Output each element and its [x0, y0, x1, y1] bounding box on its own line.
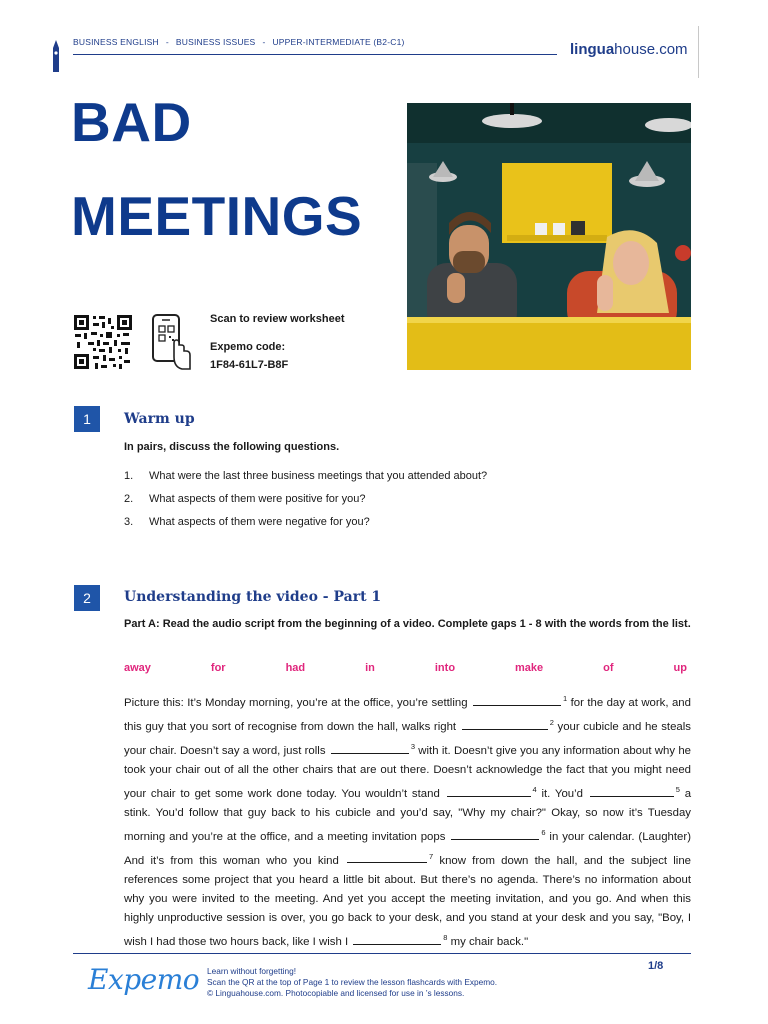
- audio-script-passage: Picture this: It’s Monday morning, you’re at the office, you’re settling $^1$ for the day at work, and this guy that you sort of recognise from down the hall, walks right $^2$ your cubicle and he steals your chair. Doesn’t say a word, just rolls $^3$ with it. Doesn’t give you any information about why he took your chair out of all the other chairs that are out there. Doesn’t acknowledge the fact that you might need your chair to get some work done today. You wouldn’t stand $^4$ it. You’d $^5$ a stink. You’d follow that guy back to his cubicle and you’d say, "Why my chair?" Okay, so now it’s Tuesday morning and you’re at the office, and a meeting invitation pops $^6$ in your calendar. (Laughter) And it’s from this woman who you kind $^7$ know from down the hall, and the subject line references some project that you heard a little bit about. But there’s no agenda. There’s no information about why you were invited to the meeting. And yet you accept the meeting invitation, and you go. And when this highly unproductive session is over, you go back to your desk, and you stand at your desk and you say, "Boy, I wish I had those two hours back, like I wish I $^8$ my chair back.": [124, 694, 692, 948]
- gap-8-blank[interactable]: [353, 933, 441, 945]
- section-1-title: Warm up: [124, 411, 195, 427]
- big-ben-icon: [50, 40, 62, 72]
- qr-code-icon[interactable]: [73, 314, 133, 370]
- header-vertical-divider: [698, 26, 699, 78]
- expemo-logo[interactable]: Expemo: [88, 963, 200, 996]
- gap-7-blank[interactable]: [347, 851, 427, 863]
- gap-4-blank[interactable]: [447, 785, 531, 797]
- section-1-instruction: In pairs, discuss the following questions.: [124, 441, 340, 453]
- section-1-number: 1: [74, 406, 100, 432]
- breadcrumb-topic: BUSINESS ISSUES: [175, 37, 256, 47]
- breadcrumb: BUSINESS ENGLISH - BUSINESS ISSUES - UPPER-INTERMEDIATE (B2-C1): [73, 37, 405, 47]
- expemo-code-label: Expemo code:: [210, 341, 286, 353]
- footer-divider: [73, 953, 691, 954]
- word-item: away: [124, 662, 151, 674]
- scan-label: Scan to review worksheet: [210, 313, 345, 325]
- gap-5-blank[interactable]: [590, 785, 674, 797]
- question-3: 3. What aspects of them were negative for you?: [124, 516, 370, 528]
- phone-scan-icon: [150, 313, 192, 371]
- section-2-number: 2: [74, 585, 100, 611]
- word-item: up: [673, 662, 687, 674]
- word-item: in: [365, 662, 375, 674]
- word-list: [124, 662, 687, 674]
- page-number: 1/8: [648, 960, 664, 972]
- question-2: 2. What aspects of them were positive for you?: [124, 493, 366, 505]
- breadcrumb-level: BUSINESS ENGLISH: [73, 37, 159, 47]
- footer-instruction: Scan the QR at the top of Page 1 to review the lesson flashcards with Expemo.: [207, 977, 498, 988]
- expemo-code: 1F84-61L7-B8F: [210, 359, 289, 371]
- footer-tagline: Learn without forgetting!: [207, 966, 297, 976]
- word-item: of: [603, 662, 614, 674]
- page-title-line-1: BAD: [71, 91, 192, 153]
- page-title-line-2: MEETINGS: [71, 185, 363, 247]
- brand-logo[interactable]: linguahouse.com: [570, 41, 688, 58]
- gap-3-blank[interactable]: [331, 742, 409, 754]
- footer-copyright: © Linguahouse.com. Photocopiable and licensed for use in ’s lessons.: [207, 988, 465, 999]
- breadcrumb-grade: UPPER-INTERMEDIATE (B2-C1): [272, 37, 405, 47]
- word-item: had: [285, 662, 306, 674]
- section-2-instruction: Part A: Read the audio script from the beginning of a video. Complete gaps 1 - 8 with the words from the list.: [124, 618, 691, 630]
- gap-2-blank[interactable]: [462, 718, 548, 730]
- word-item: make: [515, 662, 544, 674]
- word-item: into: [434, 662, 456, 674]
- question-1: 1. What were the last three business meetings that you attended about?: [124, 470, 488, 482]
- word-item: for: [210, 662, 226, 674]
- bored-meeting-photo: [407, 103, 691, 370]
- footer-text: [207, 966, 497, 1000]
- section-2-title: Understanding the video - Part 1: [124, 589, 382, 605]
- gap-1-blank[interactable]: [473, 694, 561, 706]
- gap-6-blank[interactable]: [451, 828, 539, 840]
- header-divider: [73, 54, 557, 55]
